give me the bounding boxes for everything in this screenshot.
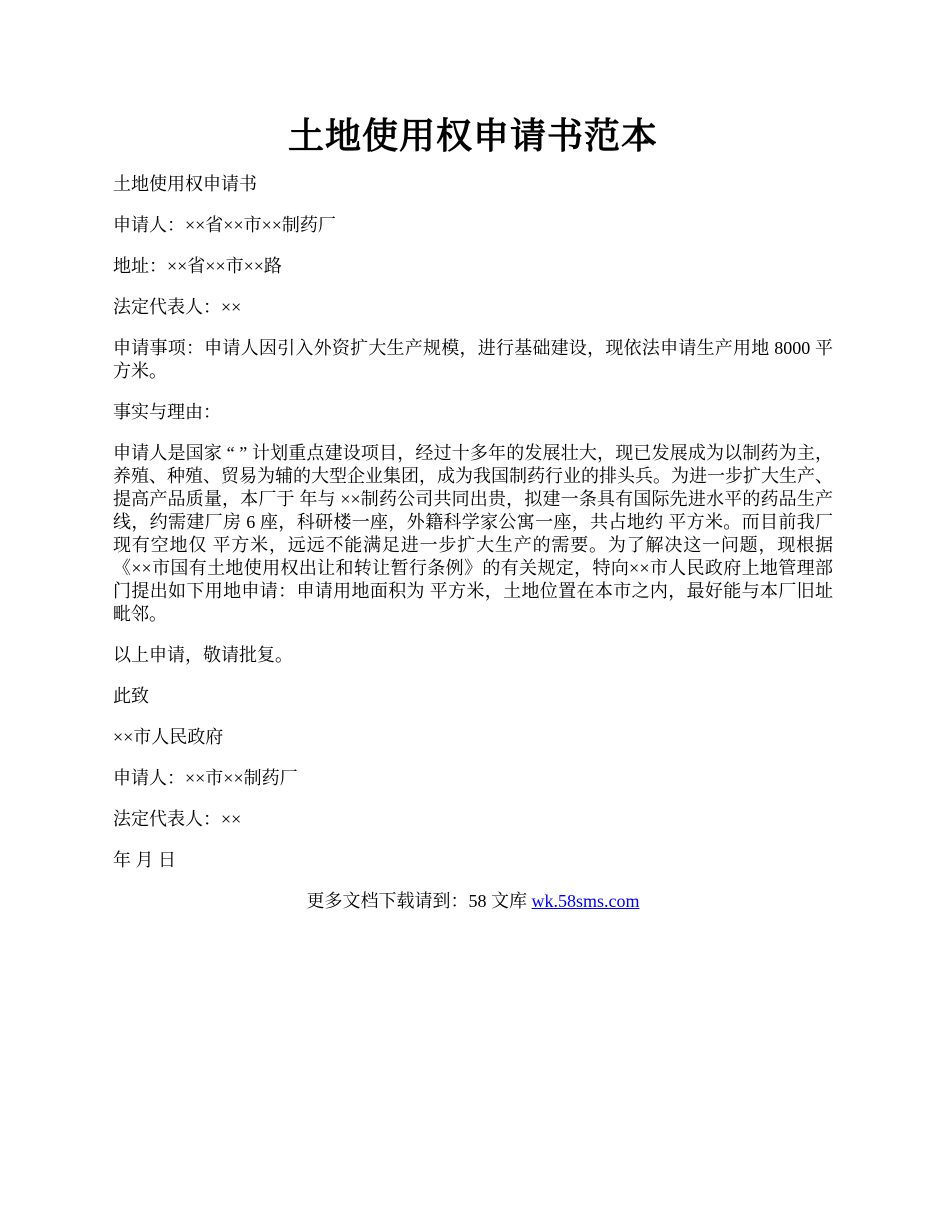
document-page	[113, 112, 833, 913]
footer-text: 更多文档下载请到：58 文库	[306, 891, 532, 911]
legal-rep-line: 法定代表人：××	[113, 297, 242, 317]
download-footer	[113, 890, 833, 913]
application-matter: 申请事项：申请人因引入外资扩大生产规模，进行基础建设，现依法申请生产用地 8000 平方米。	[113, 338, 833, 381]
facts-heading: 事实与理由：	[113, 402, 221, 422]
date-line: 年 月 日	[113, 850, 176, 870]
recipient: ××市人民政府	[113, 727, 224, 747]
request-closing: 以上申请，敬请批复。	[113, 645, 293, 665]
signature-legal-rep: 法定代表人：××	[113, 809, 242, 829]
facts-body: 申请人是国家 “ ” 计划重点建设项目，经过十多年的发展壮大，现已发展成为以制药为主，养殖、种殖、贸易为辅的大型企业集团，成为我国制药行业的排头兵。为进一步扩大生产、提高产品质量，本厂于 年与 ××制药公司共同出贵，拟建一条具有国际先进水平的药品生产线，约需建厂房 6 座，科研楼一座，外籍科学家公寓一座，共占地约 平方米。而目前我厂现有空地仅 平方米，远远不能满足进一步扩大生产的需要。为了解决这一问题，现根据《××市国有土地使用权出让和转让暂行条例》的有关规定，特向××市人民政府上地管理部门提出如下用地申请：申请用地面积为 平方米，土地位置在本市之内，最好能与本厂旧址毗邻。	[113, 443, 833, 624]
salutation: 此致	[113, 686, 149, 706]
document-title: 土地使用权申请书范本	[287, 116, 658, 156]
address-line: 地址：××省××市××路	[113, 256, 282, 276]
footer-link[interactable]: wk.58sms.com	[531, 891, 640, 911]
applicant-line: 申请人：××省××市××制药厂	[113, 215, 336, 235]
doc-heading: 土地使用权申请书	[113, 174, 257, 194]
signature-applicant: 申请人：××市××制药厂	[113, 768, 298, 788]
